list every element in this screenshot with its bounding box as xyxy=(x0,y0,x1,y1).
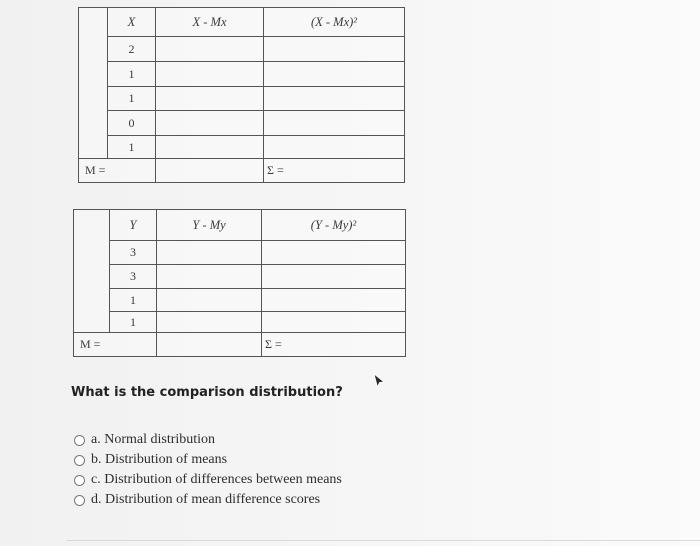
x-value-cell: 1 xyxy=(108,87,156,111)
y-mean-label: M = xyxy=(74,333,157,357)
x-deviation-table xyxy=(78,7,405,183)
x-deviation-input[interactable] xyxy=(156,62,264,87)
x-squared-deviation-input[interactable] xyxy=(264,111,405,136)
option-c[interactable] xyxy=(74,470,342,490)
x-deviation-input[interactable] xyxy=(156,136,264,159)
option-letter: d. xyxy=(91,492,102,507)
x-squared-deviation-input[interactable] xyxy=(264,37,405,62)
x-deviation-input[interactable] xyxy=(156,37,264,62)
y-value-cell: 1 xyxy=(110,312,157,333)
y-column-header: Y xyxy=(110,210,157,241)
option-letter: b. xyxy=(91,452,102,467)
x-mean-input[interactable] xyxy=(156,159,264,183)
option-letter: a. xyxy=(91,432,101,447)
option-label: Distribution of mean difference scores xyxy=(105,492,321,507)
y-deviation-input[interactable] xyxy=(157,312,262,333)
option-label: Distribution of means xyxy=(105,452,228,467)
x-value-cell: 1 xyxy=(108,136,156,159)
y-squared-deviation-header: (Y - My)² xyxy=(262,210,406,241)
option-b[interactable] xyxy=(74,450,342,470)
x-squared-deviation-input[interactable] xyxy=(264,62,405,87)
x-minus-mean-header: X - Mx xyxy=(156,8,264,37)
x-mean-label: M = xyxy=(79,159,156,183)
y-sum-label: Σ = xyxy=(262,333,406,357)
y-value-cell: 3 xyxy=(110,241,157,265)
y-value-cell: 3 xyxy=(110,265,157,289)
x-deviation-input[interactable] xyxy=(156,111,264,136)
x-value-cell: 0 xyxy=(108,111,156,136)
x-deviation-input[interactable] xyxy=(156,87,264,111)
y-deviation-input[interactable] xyxy=(157,241,262,265)
y-squared-deviation-input[interactable] xyxy=(262,312,406,333)
radio-button-icon[interactable] xyxy=(74,435,85,446)
y-value-cell: 1 xyxy=(110,289,157,312)
option-letter: c. xyxy=(91,472,101,487)
y-squared-deviation-input[interactable] xyxy=(262,265,406,289)
x-column-header: X xyxy=(108,8,156,37)
x-squared-deviation-header: (X - Mx)² xyxy=(264,8,405,37)
y-minus-mean-header: Y - My xyxy=(157,210,262,241)
x-squared-deviation-input[interactable] xyxy=(264,136,405,159)
y-deviation-input[interactable] xyxy=(157,265,262,289)
y-squared-deviation-input[interactable] xyxy=(262,289,406,312)
y-deviation-table xyxy=(73,209,406,357)
x-value-cell: 1 xyxy=(108,62,156,87)
x-squared-deviation-input[interactable] xyxy=(264,87,405,111)
option-label: Normal distribution xyxy=(104,432,216,447)
x-value-cell: 2 xyxy=(108,37,156,62)
option-d[interactable] xyxy=(74,490,342,510)
divider xyxy=(67,540,700,541)
mouse-cursor-icon xyxy=(372,373,386,389)
answer-options xyxy=(74,430,342,510)
option-label: Distribution of differences between means xyxy=(104,472,342,487)
question-text: What is the comparison distribution? xyxy=(71,385,343,400)
x-sum-label: Σ = xyxy=(264,159,405,183)
option-a[interactable] xyxy=(74,430,342,450)
radio-button-icon[interactable] xyxy=(74,495,85,506)
radio-button-icon[interactable] xyxy=(74,455,85,466)
y-squared-deviation-input[interactable] xyxy=(262,241,406,265)
y-deviation-input[interactable] xyxy=(157,289,262,312)
radio-button-icon[interactable] xyxy=(74,475,85,486)
y-mean-input[interactable] xyxy=(157,333,262,357)
